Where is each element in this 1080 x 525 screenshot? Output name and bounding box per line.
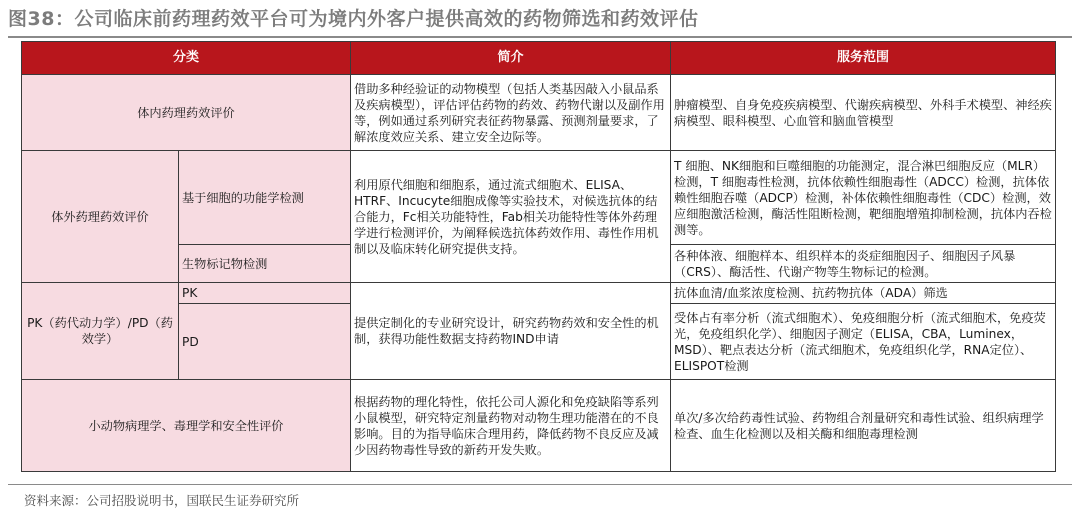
intro-cell: 提供定制化的专业研究设计，研究药物药效和安全性的机制，获得功能性数据支持药物IND申请 (351, 283, 671, 380)
table-row (22, 380, 1056, 472)
services-table (21, 41, 1056, 472)
title-divider (8, 36, 1072, 38)
scope-cell: 单次/多次给药毒性试验、药物组合剂量研究和毒性试验、组织病理学检查、血生化检测以及相关酶和细胞毒理检测 (671, 380, 1056, 472)
subcategory-cell: PD (179, 304, 351, 380)
table-row (22, 75, 1056, 151)
scope-cell: 各种体液、细胞样本、组织样本的炎症细胞因子、细胞因子风暴（CRS）、酶活性、代谢产物等生物标记的检测。 (671, 245, 1056, 283)
figure-title: 图38：公司临床前药理药效平台可为境内外客户提供高效的药物筛选和药效评估 (8, 8, 699, 30)
intro-cell: 借助多种经验证的动物模型（包括人类基因敲入小鼠品系及疾病模型），评估评估药物的药效、药物代谢以及副作用等，例如通过系列研究表征药物暴露、预测剂量要求，了解浓度效应关系、建立安全边际等。 (351, 75, 671, 151)
subcategory-cell: 基于细胞的功能学检测 (179, 151, 351, 245)
table-row (22, 283, 1056, 304)
table-row (22, 151, 1056, 245)
category-cell: 体外药理药效评价 (22, 151, 179, 283)
category-cell: 体内药理药效评价 (22, 75, 351, 151)
source-note: 资料来源：公司招股说明书，国联民生证券研究所 (24, 493, 300, 508)
category-cell: 小动物病理学、毒理学和安全性评价 (22, 380, 351, 472)
subcategory-cell: 生物标记物检测 (179, 245, 351, 283)
table-header-row (22, 42, 1056, 75)
scope-cell: 抗体血清/血浆浓度检测、抗药物抗体（ADA）筛选 (671, 283, 1056, 304)
intro-cell: 根据药物的理化特性，依托公司人源化和免疫缺陷等系列小鼠模型，研究特定剂量药物对动物生理功能潜在的不良影响。目的为指导临床合理用药，降低药物不良反应及减少因药物毒性导致的新药开发失败。 (351, 380, 671, 472)
scope-cell: 肿瘤模型、自身免疫疾病模型、代谢疾病模型、外科手术模型、神经疾病模型、眼科模型、心血管和脑血管模型 (671, 75, 1056, 151)
scope-cell: T 细胞、NK细胞和巨噬细胞的功能测定，混合淋巴细胞反应（MLR）检测，T 细胞毒性检测，抗体依赖性细胞毒性（ADCC）检测，抗体依赖性细胞吞噬（ADCP）检测，补体依赖性细胞毒性（CDC）检测，效应细胞激活检测，酶活性阻断检测，靶细胞增殖抑制检测，抗体内吞检测等。 (671, 151, 1056, 245)
header-scope: 服务范围 (671, 42, 1056, 75)
intro-cell: 利用原代细胞和细胞系，通过流式细胞术、ELISA、HTRF、Incucyte细胞成像等实验技术，对候选抗体的结合能力，Fc相关功能特性，Fab相关功能特性等体外药理学进行检测评价，为阐释候选抗体药效作用、毒性作用机制以及临床转化研究提供支持。 (351, 151, 671, 283)
header-intro: 简介 (351, 42, 671, 75)
scope-cell: 受体占有率分析（流式细胞术）、免疫细胞分析（流式细胞术，免疫荧光，免疫组织化学）、细胞因子测定（ELISA，CBA，Luminex，MSD）、靶点表达分析（流式细胞术，免疫组织化学，RNA定位）、ELISPOT检测 (671, 304, 1056, 380)
subcategory-cell: PK (179, 283, 351, 304)
footer-divider (8, 484, 1072, 485)
header-category: 分类 (22, 42, 351, 75)
category-cell: PK（药代动力学）/PD（药效学） (22, 283, 179, 380)
